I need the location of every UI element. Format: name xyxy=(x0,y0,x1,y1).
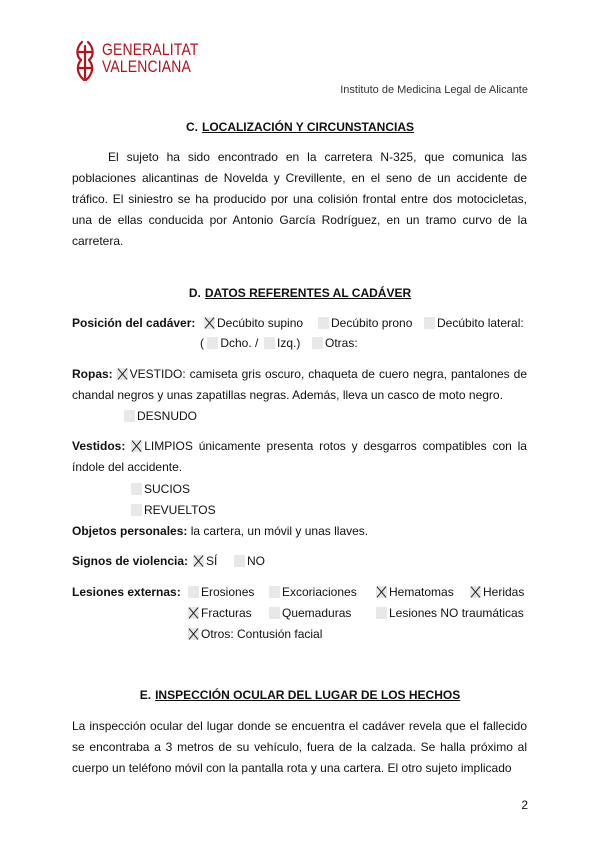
option-prono[interactable]: Decúbito prono xyxy=(318,316,412,330)
ropas-vestido: VESTIDO: camiseta gris oscuro, chaqueta de cuero negra, pantalones de chandal negros y unas zapatillas negras. Además, lleva un casco de moto negro. xyxy=(72,367,527,402)
section-e-letter: E. xyxy=(139,688,152,702)
checkbox-checked[interactable] xyxy=(117,368,128,380)
option-hematomas[interactable]: Hematomas xyxy=(376,585,454,599)
checkbox[interactable] xyxy=(264,337,275,349)
objetos-value: la cartera, un móvil y unas llaves. xyxy=(190,524,369,538)
checkbox[interactable] xyxy=(312,337,323,349)
vestidos-label: Vestidos: xyxy=(72,439,126,453)
section-e-paragraph: La inspección ocular del lugar donde se encuentra el cadáver revela que el fallecido se encontraba a 3 metros de su vehículo, fuera de la calzada. Se halla próximo al cuerpo un teléfono móvil con la pantalla rota y una cartera. El otro sujeto implicado xyxy=(72,719,527,775)
logo-line-2: VALENCIANA xyxy=(102,57,191,76)
ropas-block xyxy=(72,364,527,406)
logo-text xyxy=(102,41,199,75)
page-number: 2 xyxy=(521,798,528,812)
lesiones-block xyxy=(72,585,532,649)
posicion-row xyxy=(72,316,532,356)
option-erosiones[interactable]: Erosiones xyxy=(188,585,254,599)
signos-row xyxy=(72,554,532,574)
section-e-title: INSPECCIÓN OCULAR DEL LUGAR DE LOS HECHOS xyxy=(155,688,461,702)
checkbox-checked[interactable] xyxy=(188,607,199,619)
posicion-label: Posición del cadáver: xyxy=(72,316,196,330)
checkbox-checked[interactable] xyxy=(470,586,481,598)
option-quemaduras[interactable]: Quemaduras xyxy=(269,606,351,620)
logo-emblem-icon xyxy=(72,38,102,86)
option-otras[interactable]: Otras: xyxy=(312,336,358,350)
section-c-paragraph: El sujeto ha sido encontrado en la carretera N-325, que comunica las poblaciones alicantinas de Novelda y Crevillente, en el seno de un accidente de tráfico. El siniestro se ha producido por una colisión frontal entre dos motocicletas, una de ellas conducida por Antonio García Rodríguez, en un tramo curvo de la carretera. xyxy=(72,150,527,248)
checkbox-checked[interactable] xyxy=(188,628,199,640)
section-d-title: DATOS REFERENTES AL CADÁVER xyxy=(204,286,412,300)
vestidos-block xyxy=(72,436,527,478)
checkbox[interactable] xyxy=(234,555,245,567)
checkbox[interactable] xyxy=(188,586,199,598)
option-lateral[interactable]: Decúbito lateral: xyxy=(424,316,524,330)
checkbox[interactable] xyxy=(131,504,142,516)
checkbox-checked[interactable] xyxy=(376,586,387,598)
option-no[interactable]: NO xyxy=(234,554,265,568)
option-izq[interactable]: Izq.) xyxy=(264,336,300,350)
section-c-letter: C. xyxy=(185,120,198,134)
checkbox-checked[interactable] xyxy=(193,555,204,567)
section-c-heading xyxy=(0,120,600,134)
option-fracturas[interactable]: Fracturas xyxy=(188,606,252,620)
checkbox[interactable] xyxy=(269,586,280,598)
section-e-heading xyxy=(0,688,600,702)
option-heridas[interactable]: Heridas xyxy=(470,585,524,599)
generalitat-logo xyxy=(72,38,202,88)
objetos-row xyxy=(72,524,368,538)
checkbox[interactable] xyxy=(376,607,387,619)
objetos-label: Objetos personales: xyxy=(72,524,188,538)
option-dcho[interactable]: ( Dcho. / xyxy=(200,336,259,350)
checkbox[interactable] xyxy=(207,337,218,349)
signos-label: Signos de violencia: xyxy=(72,554,189,568)
logo-line-1: GENERALITAT xyxy=(102,40,199,59)
ropas-label: Ropas: xyxy=(72,367,113,381)
lesiones-label: Lesiones externas: xyxy=(72,585,181,599)
checkbox[interactable] xyxy=(131,483,142,495)
section-d-letter: D. xyxy=(188,286,201,300)
option-desnudo[interactable]: DESNUDO xyxy=(124,409,197,423)
checkbox-checked[interactable] xyxy=(204,317,215,329)
option-excoriaciones[interactable]: Excoriaciones xyxy=(269,585,357,599)
checkbox-checked[interactable] xyxy=(131,440,142,452)
option-si[interactable]: SÍ xyxy=(193,554,217,568)
option-sucios[interactable]: SUCIOS xyxy=(131,482,190,496)
checkbox[interactable] xyxy=(124,410,135,422)
option-no-traumaticas[interactable]: Lesiones NO traumáticas xyxy=(376,606,524,620)
section-d-heading xyxy=(0,286,600,300)
option-otros[interactable]: Otros: Contusión facial xyxy=(188,627,322,641)
section-c-title: LOCALIZACIÓN Y CIRCUNSTANCIAS xyxy=(201,120,414,134)
option-revueltos[interactable]: REVUELTOS xyxy=(131,503,216,517)
option-supino[interactable]: Decúbito supino xyxy=(204,316,303,330)
vestidos-limpios: LIMPIOS únicamente presenta rotos y desgarros compatibles con la índole del accidente. xyxy=(72,439,527,474)
checkbox[interactable] xyxy=(269,607,280,619)
institute-name: Instituto de Medicina Legal de Alicante xyxy=(340,84,528,96)
checkbox[interactable] xyxy=(424,317,435,329)
checkbox[interactable] xyxy=(318,317,329,329)
